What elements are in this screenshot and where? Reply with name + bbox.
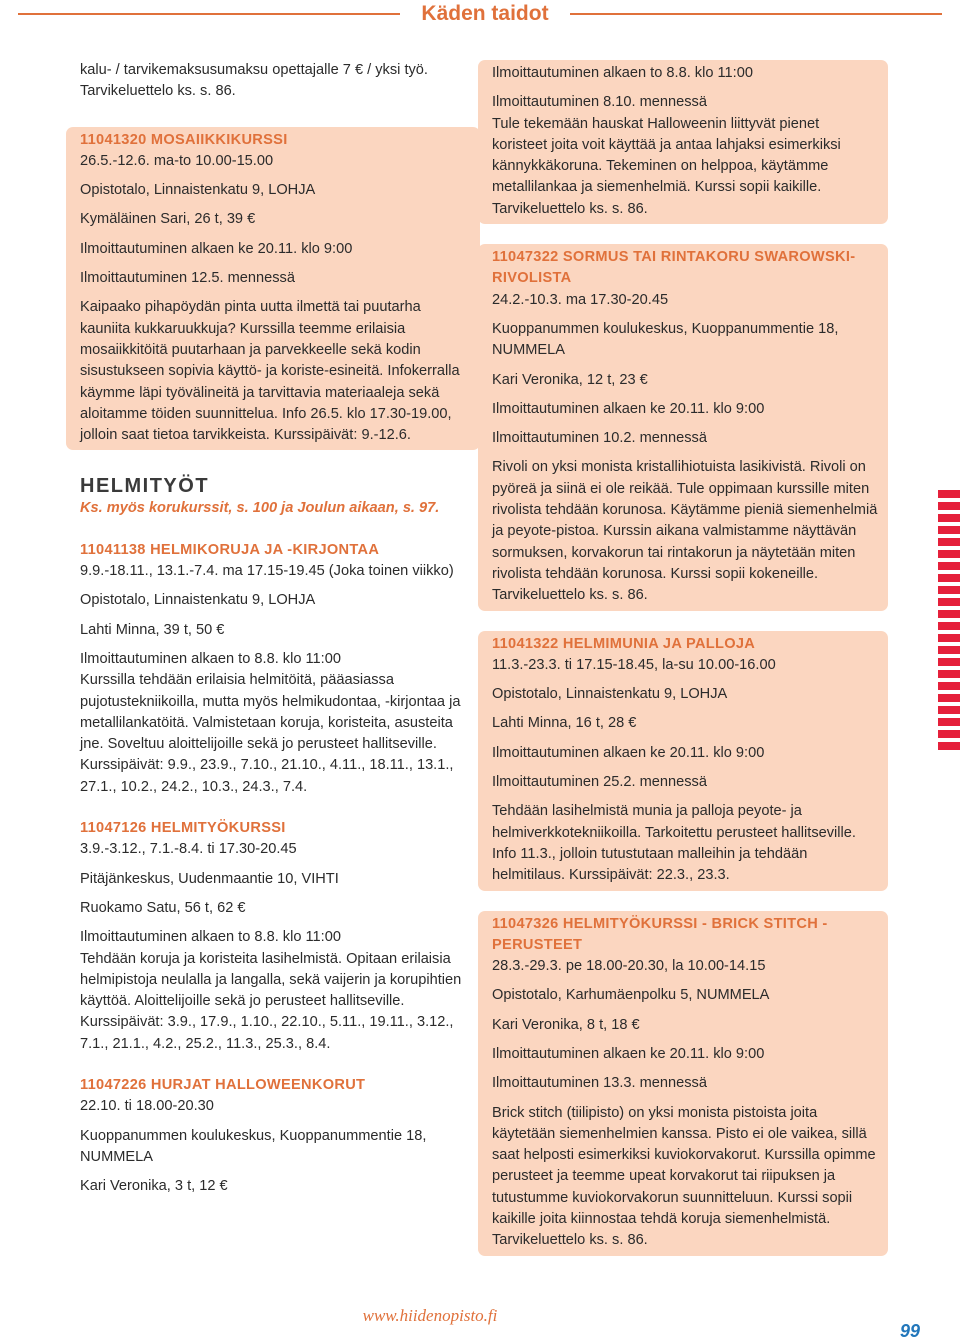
registration-deadline: Ilmoittautuminen 25.2. mennessä [492,774,707,791]
registration-deadline: Ilmoittautuminen 10.2. mennessä [492,430,707,447]
course-box-helmimunia [478,631,888,891]
course-title: 11041320 MOSAIIKKIKURSSI [80,131,288,148]
course-block-helmikoruja [80,540,472,798]
registration-start: Ilmoittautuminen alkaen ke 20.11. klo 9:00 [492,400,765,417]
course-title: 11047126 HELMITYÖKURSSI [80,820,286,837]
section-title: HELMITYÖT [80,475,210,498]
course-dates: 3.9.-3.12., 7.1.-8.4. ti 17.30-20.45 [80,841,297,858]
registration-start: Ilmoittautuminen alkaen to 8.8. klo 11:00 [80,929,341,946]
course-description: Tehdään lasihelmistä munia ja palloja peyote- ja helmiverkkotekniikoilla. Tarkoitettu perusteet hallitseville. Info 11.3., jolloin tutustutaan malleihin ja tehdään helmitilaus. Kurssipäivät: 22.3., 23.3. [492,803,856,884]
course-place: Opistotalo, Karhumäenpolku 5, NUMMELA [492,987,770,1004]
registration-deadline: Ilmoittautuminen 13.3. mennessä [492,1075,707,1092]
header-rule-left [18,13,400,15]
course-teacher: Lahti Minna, 16 t, 28 € [492,715,637,732]
course-dates: 28.3.-29.3. pe 18.00-20.30, la 10.00-14.15 [492,958,766,975]
course-teacher: Kari Veronika, 8 t, 18 € [492,1016,640,1033]
intro-line: Tarvikeluettelo ks. s. 86. [80,83,236,100]
course-title: 11047322 SORMUS TAI RINTAKORU SWAROWSKI-RIVOLISTA [492,249,856,287]
registration-start: Ilmoittautuminen alkaen ke 20.11. klo 9:00 [492,1045,765,1062]
course-place: Kuoppanummen koulukeskus, Kuoppanummentie 18, NUMMELA [492,320,839,359]
course-block-halloween [80,1075,472,1197]
course-description: Tehdään koruja ja koristeita lasihelmistä. Opitaan erilaisia helmipistoja neulalla ja langalla, sekä vaijerin ja korupihtien käyttöä. Aloittelijoille sekä jo perusteet hallitseville. Kurssipäivät: 3.9., 17.9., 1.10., 22.10., 5.11., 19.11., 3.12., 7.1., 21.1., 4.2., 25.2., 11.3., 25.3., 8.4. [80,950,462,1052]
header-rule-right [570,13,942,15]
course-description: Rivoli on yksi monista kristallihiotuista lasikivistä. Rivoli on pyöreä ja siinä ei ole reikää. Tule oppimaan kurssille miten rivolista tehdään korunosa. Käytämme pieniä siemenhelmiä ja peyote-pistoa. Kurssin aikana valmistamme näyttävän sormuksen, korvakorun tai rintakorun ja näytetään miten rivolista tehdään korunosa. Kurssi sopii kokeneille. Tarvikeluettelo ks. s. 86. [492,459,878,604]
registration-start: Ilmoittautuminen alkaen to 8.8. klo 11:00 [492,65,753,81]
course-teacher: Kymäläinen Sari, 26 t, 39 € [80,211,256,228]
course-teacher: Kari Veronika, 3 t, 12 € [80,1178,228,1195]
right-column [492,60,880,1256]
course-place: Pitäjänkeskus, Uudenmaantie 10, VIHTI [80,870,339,887]
course-place: Opistotalo, Linnaistenkatu 9, LOHJA [80,592,316,609]
registration-deadline: Ilmoittautuminen 12.5. mennessä [80,270,295,287]
course-teacher: Kari Veronika, 12 t, 23 € [492,371,648,388]
course-box-brick-stitch [478,911,888,1256]
course-place: Opistotalo, Linnaistenkatu 9, LOHJA [492,686,728,703]
course-teacher: Lahti Minna, 39 t, 50 € [80,621,225,638]
section-note: Ks. myös korukurssit, s. 100 ja Joulun aikaan, s. 97. [80,500,440,517]
course-title: 11047326 HELMITYÖKURSSI - BRICK STITCH - PERUSTEET [492,915,828,953]
course-box-halloween-continued [478,60,888,224]
course-description: Brick stitch (tiilipisto) on yksi monista pistoista joita käytetään siemenhelmien kanssa. Pisto ei ole vaikea, sillä saat helposti esimerkiksi kuviokorvakorut. Kurssilla opimme perusteet ja teemme upeat korvakorut tai riipuksen ja tutustumme kuviokorvakorun suunnitteluun. Kurssi sopii kaikille joita kiinnostaa tehdä koruja siemenhelmistä. Tarvikeluettelo ks. s. 86. [492,1104,876,1249]
course-title: 11041138 HELMIKORUJA JA -KIRJONTAA [80,541,380,558]
course-teacher: Ruokamo Satu, 56 t, 62 € [80,899,246,916]
course-description: Tule tekemään hauskat Halloweenin liittyvät pienet koristeet joita voit käyttää ja antaa lahjaksi esimerkiksi kännykkäkoruna. Tekeminen on helppoa, käytämme metallilankaa ja siemenhelmiä. Kurssi sopii kaikille. Tarvikeluettelo ks. s. 86. [492,115,841,217]
course-place: Kuoppanummen koulukeskus, Kuoppanummentie 18, NUMMELA [80,1127,427,1165]
course-dates: 26.5.-12.6. ma-to 10.00-15.00 [80,152,274,169]
course-place: Opistotalo, Linnaistenkatu 9, LOHJA [80,182,316,199]
footer-website-link[interactable]: www.hiidenopisto.fi [362,1306,498,1325]
course-dates: 24.2.-10.3. ma 17.30-20.45 [492,291,669,308]
course-box-mosaic [66,127,480,451]
course-title: 11041322 HELMIMUNIA JA PALLOJA [492,635,756,652]
course-dates: 9.9.-18.11., 13.1.-7.4. ma 17.15-19.45 (Joka toinen viikko) [80,563,454,580]
course-title: 11047226 HURJAT HALLOWEENKORUT [80,1076,366,1093]
page-title: Käden taidot [421,2,549,25]
registration-start: Ilmoittautuminen alkaen ke 20.11. klo 9:00 [80,240,353,257]
registration-start: Ilmoittautuminen alkaen to 8.8. klo 11:00 [80,650,341,667]
registration-start: Ilmoittautuminen alkaen ke 20.11. klo 9:00 [492,744,765,761]
registration-deadline: Ilmoittautuminen 8.10. mennessä [492,94,707,111]
course-dates: 22.10. ti 18.00-20.30 [80,1098,214,1115]
course-dates: 11.3.-23.3. ti 17.15-18.45, la-su 10.00-16.00 [492,656,776,673]
section-side-tab [938,490,960,750]
intro-line: kalu- / tarvikemaksusumaksu opettajalle 7 € / yksi työ. [80,62,428,78]
course-box-sormus [478,244,888,610]
course-description: Kurssilla tehdään erilaisia helmitöitä, pääasiassa pujotustekniikoilla, mutta myös helmikudontaa, -kirjontaa ja metallilankatöitä. Valmistetaan koruja, koristeita, asusteita jne. Soveltuu aloittelijoille sekä jo perusteet hallitseville. Kurssipäivät: 9.9., 23.9., 7.10., 21.10., 4.11., 18.11., 13.1., 27.1., 10.2., 24.2., 10.3., 24.3., 7.4. [80,672,461,795]
page-number: 99 [899,1321,920,1341]
left-column [80,60,472,1197]
course-description: Kaipaako pihapöydän pinta uutta ilmettä tai puutarha kauniita kukkaruukkuja? Kurssilla teemme erilaisia mosaiikkitöitä puutarhaan ja parvekkeelle sekä kodin sisustukseen sopivia käyttö- ja koriste-esineitä. Infokerralla käymme läpi työvälineitä ja tarvittavia materiaaleja sekä aloitamme töiden suunnittelua. Info 26.5. klo 17.30-19.00, jolloin saat tietoa tarvikkeista. Kurssipäivät: 9.-12.6. [80,299,460,444]
course-block-helmityokurssi [80,818,472,1055]
